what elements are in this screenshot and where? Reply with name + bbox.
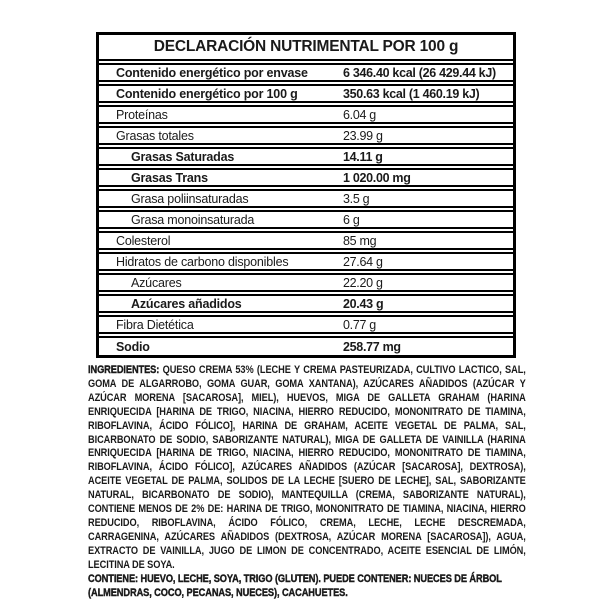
- row-value: 85 mg: [343, 233, 377, 248]
- row-value: 22.20 g: [343, 275, 383, 290]
- table-title: DECLARACIÓN NUTRIMENTAL POR 100 g: [99, 35, 513, 61]
- row-value: 14.11 g: [343, 149, 383, 164]
- row-label: Grasa poliinsaturadas: [131, 191, 249, 206]
- row-label: Fibra Dietética: [116, 317, 194, 332]
- ingredients-heading: INGREDIENTES:: [88, 364, 160, 376]
- row-label: Hidratos de carbono disponibles: [116, 254, 289, 269]
- row-value: 6 g: [343, 212, 360, 227]
- row-label: Azúcares añadidos: [131, 296, 242, 311]
- row-value: 1 020.00 mg: [343, 170, 411, 185]
- allergen-statement: CONTIENE: HUEVO, LECHE, SOYA, TRIGO (GLUTEN). PUEDE CONTENER: NUECES DE ÁRBOL (ALMENDRAS, COCO, PECANAS, NUECES), CACAHUETES.: [88, 572, 502, 599]
- row-label: Grasas totales: [116, 128, 194, 143]
- row-label: Sodio: [116, 339, 150, 354]
- row-value: 20.43 g: [343, 296, 384, 311]
- table-row: [99, 315, 513, 334]
- ingredients-text: QUESO CREMA 53% (LECHE Y CREMA PASTEURIZADA, CULTIVO LACTICO, SAL, GOMA DE ALGARROBO, GOMA GUAR, GOMA XANTANA), AZÚCARES AÑADIDOS (AZÚCAR Y AZÚCAR MORENA [SACAROSA], MIEL), HUEVOS, MIGA DE GALLETA GRAHAM (HARINA ENRIQUECIDA [HARINA DE TRIGO, NIACINA, HIERRO REDUCIDO, MONONITRATO DE TIAMINA, RIBOFLAVINA, ÁCIDO FÓLICO], HARINA DE GRAHAM, ACEITE VEGETAL DE PALMA, SAL, BICARBONATO DE SODIO, SABORIZANTE NATURAL), MIGA DE GALLETA DE VAINILLA (HARINA ENRIQUECIDA [HARINA DE TRIGO, NIACINA, HIERRO REDUCIDO, MONONITRATO DE TIAMINA, RIBOFLAVINA, ÁCIDO FÓLICO], AZÚCARES AÑADIDOS (AZÚCAR [SACAROSA], DEXTROSA), ACEITE VEGETAL DE PALMA, SOLIDOS DE LA LECHE [SUERO DE LECHE], SAL, SABORIZANTE NATURAL, BICARBONATO DE SODIO), MANTEQUILLA (CREMA, SABORIZANTE NATURAL), CONTIENE MENOS DE 2% DE: HARINA DE TRIGO, MONONITRATO DE TIAMINA, NIACINA, HIERRO REDUCIDO, RIBOFLAVINA, ÁCIDO FÓLICO, CREMA, LECHE, LECHE DESCREMADA, CARRAGENINA, AZÚCARES AÑADIDOS (DEXTROSA, AZÚCAR MORENA [SACAROSA]), AGUA, EXTRACTO DE VAINILLA, JUGO DE LIMON DE CONCENTRADO, ACEITE ESENCIAL DE LIMÓN, LECITINA DE SOYA.: [88, 364, 526, 571]
- table-row: [99, 210, 513, 229]
- table-row: [99, 168, 513, 187]
- table-row: [99, 273, 513, 292]
- row-value: 0.77 g: [343, 317, 376, 332]
- row-label: Contenido energético por envase: [116, 65, 308, 80]
- row-value: 350.63 kcal (1 460.19 kJ): [343, 86, 480, 101]
- table-row: [99, 294, 513, 313]
- row-value: 6 346.40 kcal (26 429.44 kJ): [343, 65, 496, 80]
- ingredients-paragraph: [88, 364, 526, 573]
- table-row: [99, 105, 513, 124]
- table-row: [99, 84, 513, 103]
- row-value: 258.77 mg: [343, 339, 401, 354]
- row-value: 23.99 g: [343, 128, 383, 143]
- row-label: Grasas Trans: [131, 170, 208, 185]
- row-label: Proteínas: [116, 107, 168, 122]
- row-label: Contenido energético por 100 g: [116, 86, 298, 101]
- table-row: [99, 336, 513, 355]
- table-row: [99, 63, 513, 82]
- row-value: 3.5 g: [343, 191, 370, 206]
- row-value: 27.64 g: [343, 254, 383, 269]
- table-row: [99, 147, 513, 166]
- table-row: [99, 231, 513, 250]
- table-row: [99, 189, 513, 208]
- row-label: Grasa monoinsaturada: [131, 212, 255, 227]
- table-row: [99, 126, 513, 145]
- row-label: Azúcares: [131, 275, 182, 290]
- row-label: Colesterol: [116, 233, 171, 248]
- row-label: Grasas Saturadas: [131, 149, 235, 164]
- row-value: 6.04 g: [343, 107, 376, 122]
- table-row: [99, 252, 513, 271]
- ingredients-section: [88, 364, 526, 600]
- nutrition-table: [96, 32, 516, 358]
